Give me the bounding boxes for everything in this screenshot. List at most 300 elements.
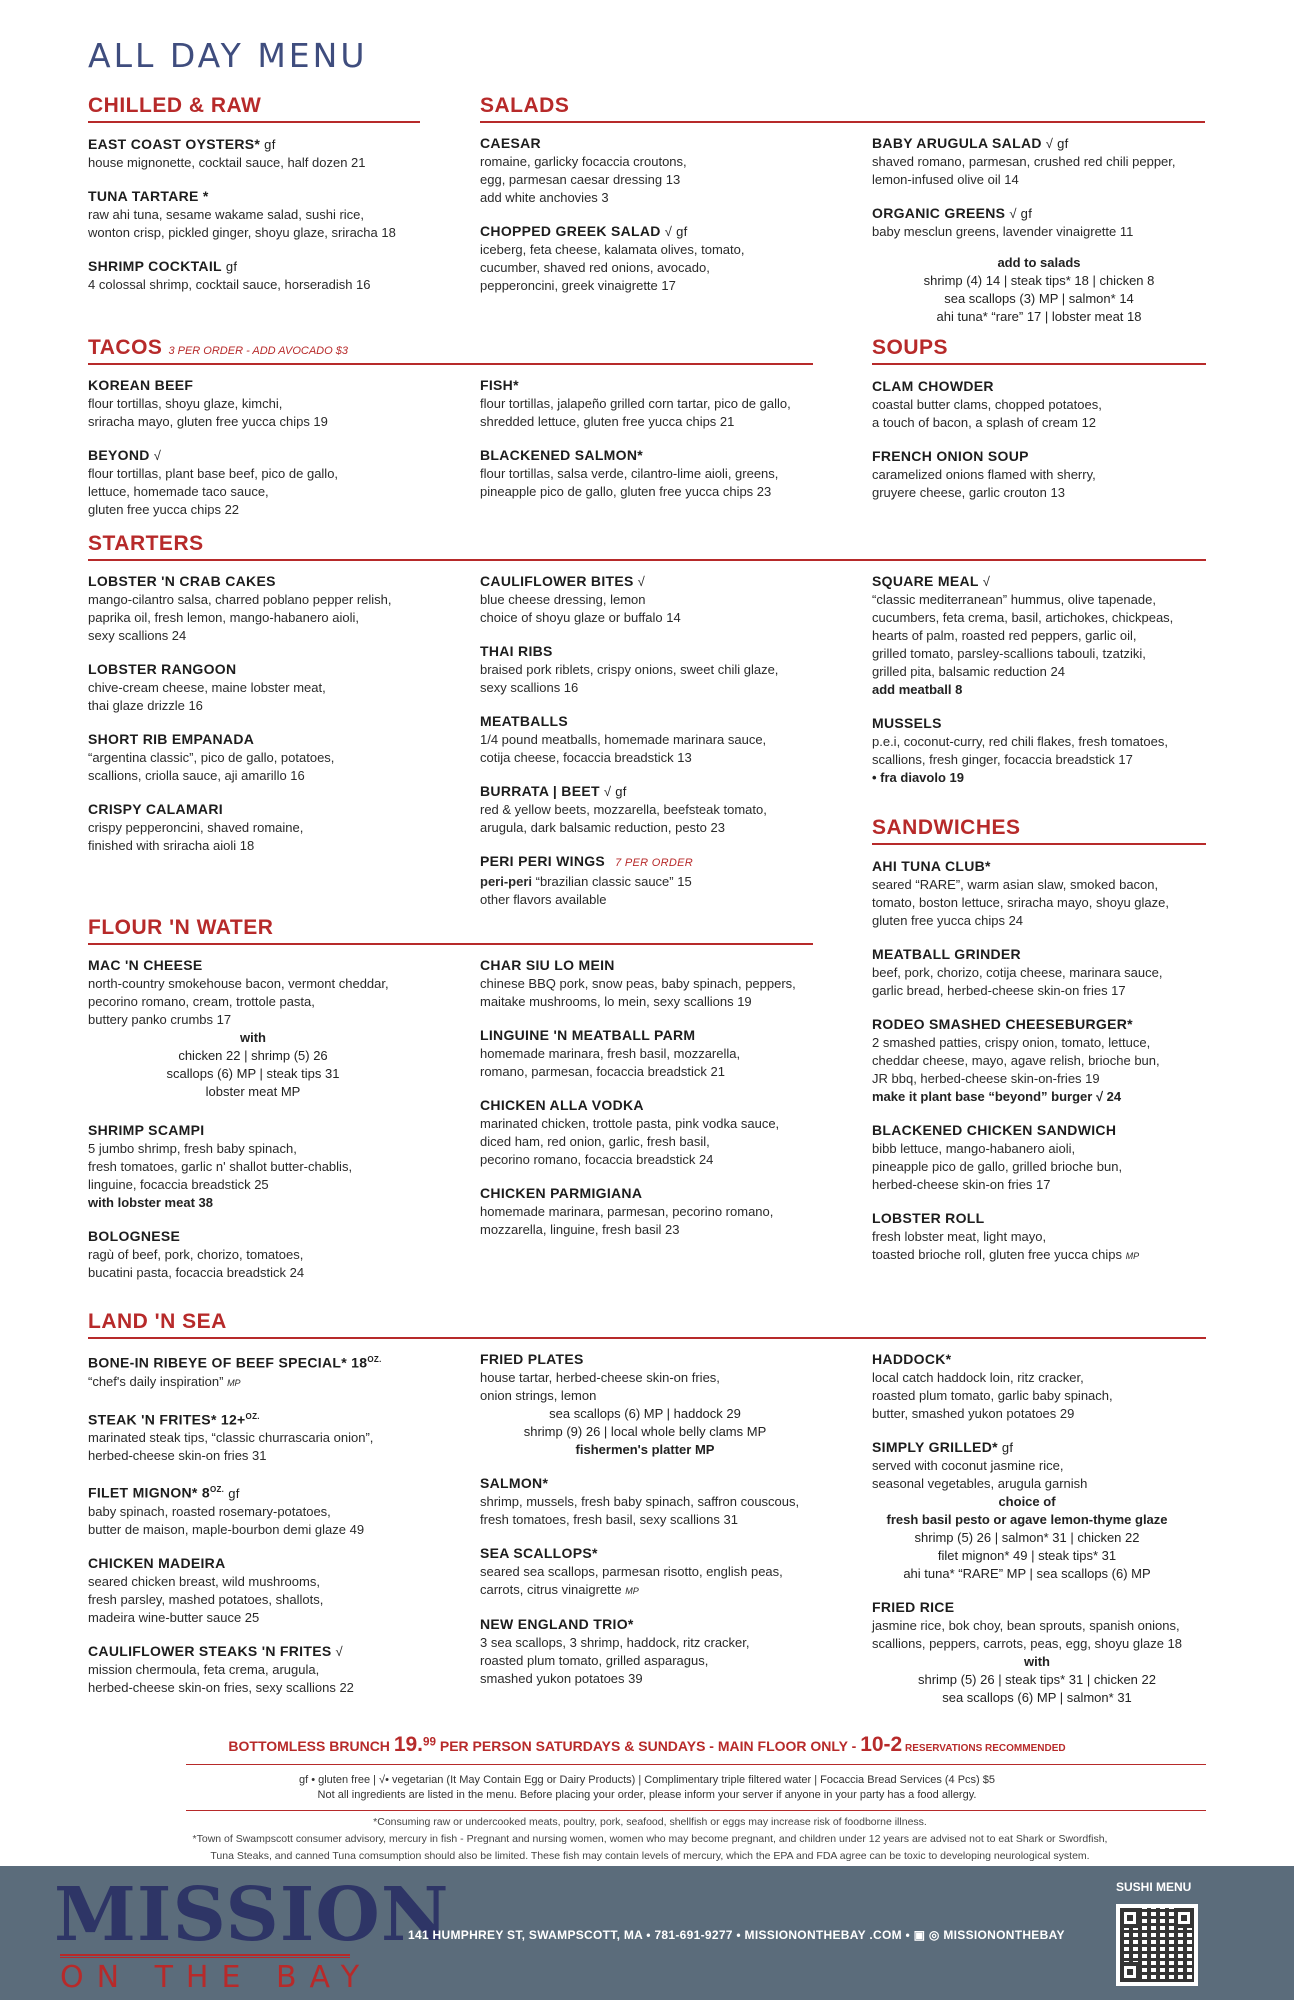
menu-item <box>480 1474 840 1529</box>
menu-item-mac-n-cheese <box>88 956 448 1101</box>
menu-item <box>872 447 1206 502</box>
mac-line: scallops (6) MP | steak tips 31 <box>166 1066 340 1081</box>
salads-left <box>480 134 820 310</box>
land-col3 <box>872 1350 1206 1722</box>
menu-item-shrimp-scampi <box>88 1121 448 1212</box>
grilled-glaze: fresh basil pesto or agave lemon-thyme glaze <box>886 1512 1168 1527</box>
item-desc <box>88 819 448 855</box>
item-name <box>872 1438 1206 1457</box>
scampi-add: with lobster meat 38 <box>88 1195 213 1210</box>
item-name <box>88 660 448 679</box>
menu-item <box>88 1642 458 1697</box>
item-desc: house tartar, herbed-cheese skin-on fries, onion strings, lemon <box>480 1370 720 1403</box>
item-desc-text: caramelized onions flamed with sherry, gruyere cheese, garlic crouton 13 <box>872 467 1096 500</box>
item-desc <box>480 241 820 295</box>
menu-item <box>88 257 420 294</box>
menu-item-fried-plates <box>480 1350 840 1459</box>
grilled-line: shrimp (5) 26 | salmon* 31 | chicken 22 <box>914 1530 1140 1545</box>
item-desc-text: coastal butter clams, chopped potatoes, a touch of bacon, a splash of cream 12 <box>872 397 1102 430</box>
tacos-heading <box>88 336 813 365</box>
item-desc-text: marinated chicken, trottole pasta, pink vodka sauce, diced ham, red onion, garlic, fresh basil, pecorino romano, focaccia breadstick 24 <box>480 1116 780 1167</box>
mp-badge: MP <box>1125 1251 1140 1261</box>
menu-item-lobster-roll <box>872 1209 1206 1265</box>
item-desc <box>872 1228 1206 1265</box>
item-desc-text: braised pork riblets, crispy onions, sweet chili glaze, sexy scallions 16 <box>480 662 779 695</box>
divider <box>186 1810 1206 1811</box>
item-name <box>88 376 448 395</box>
item-name: FRIED RICE <box>872 1599 955 1615</box>
item-name-text: AHI TUNA CLUB* <box>872 858 991 874</box>
item-tag: gf <box>225 259 238 274</box>
land-section <box>88 1310 1206 1351</box>
mac-with: with <box>240 1030 266 1045</box>
item-desc <box>480 873 840 891</box>
item-desc <box>872 964 1206 1000</box>
item-desc-text: 4 colossal shrimp, cocktail sauce, horseradish 16 <box>88 277 371 292</box>
item-name <box>88 572 448 591</box>
item-desc-text: beef, pork, chorizo, cotija cheese, marinara sauce, garlic bread, herbed-cheese skin-on fries 17 <box>872 965 1163 998</box>
item-name-text: FISH* <box>480 377 519 393</box>
starters-heading: STARTERS <box>88 532 1206 561</box>
sandwiches-heading: SANDWICHES <box>872 816 1206 845</box>
item-desc <box>88 395 448 431</box>
item-name-text: SEA SCALLOPS* <box>480 1545 598 1561</box>
item-name-text: MEATBALL GRINDER <box>872 946 1021 962</box>
tacos-title: TACOS <box>88 336 163 359</box>
item-name <box>480 956 840 975</box>
item-name: MUSSELS <box>872 715 942 731</box>
item-desc <box>480 395 840 431</box>
item-desc <box>872 396 1206 432</box>
item-desc <box>480 731 840 767</box>
item-desc <box>872 223 1206 241</box>
menu-item <box>480 222 820 295</box>
add-to-salads <box>872 254 1206 326</box>
item-desc <box>872 466 1206 502</box>
item-desc: 5 jumbo shrimp, fresh baby spinach, fresh tomatoes, garlic n' shallot butter-chablis, linguine, focaccia breadstick 25 <box>88 1141 353 1192</box>
item-name <box>480 1615 840 1634</box>
brunch-pre: BOTTOMLESS BRUNCH <box>228 1738 394 1754</box>
add-to-salads-line: sea scallops (3) MP | salmon* 14 <box>944 291 1134 306</box>
item-name: FRIED PLATES <box>480 1351 584 1367</box>
item-desc <box>88 206 420 242</box>
grilled-choice: choice of <box>998 1494 1056 1509</box>
menu-item <box>480 1026 840 1081</box>
menu-item <box>88 1350 458 1392</box>
menu-item <box>480 956 840 1011</box>
item-name <box>872 1121 1206 1140</box>
item-name <box>872 857 1206 876</box>
menu-item <box>88 1407 458 1466</box>
item-desc-text: house mignonette, cocktail sauce, half dozen 21 <box>88 155 366 170</box>
brunch-time: 10-2 <box>860 1733 903 1756</box>
mac-line: lobster meat MP <box>205 1084 301 1099</box>
lobster-desc: fresh lobster meat, light mayo, toasted brioche roll, gluten free yucca chips <box>872 1229 1123 1262</box>
item-name <box>88 730 448 749</box>
item-name-text: LINGUINE 'N MEATBALL PARM <box>480 1027 696 1043</box>
item-name <box>872 377 1206 396</box>
menu-item <box>872 945 1206 1000</box>
menu-item <box>872 204 1206 241</box>
item-desc-text: bibb lettuce, mango-habanero aioli, pineapple pico de gallo, grilled brioche bun, herbed-cheese skin-on fries 17 <box>872 1141 1123 1192</box>
item-desc-text: red & yellow beets, mozzarella, beefsteak tomato, arugula, dark balsamic reduction, pesto 23 <box>480 802 767 835</box>
item-name-text: NEW ENGLAND TRIO* <box>480 1616 634 1632</box>
advisory-note: *Town of Swampscott consumer advisory, mercury in fish - Pregnant and nursing women, women who may become pregnant, and children under 12 years are advised not to eat Shark or Swordfish, <box>192 1833 1108 1845</box>
item-desc <box>480 591 840 627</box>
starters-col3 <box>872 572 1206 802</box>
item-name <box>872 447 1206 466</box>
grilled-tag: gf <box>1001 1440 1014 1455</box>
item-name-text: MEATBALLS <box>480 713 568 729</box>
item-sup: OZ. <box>367 1355 382 1364</box>
item-desc-text: flour tortillas, plant base beef, pico de gallo, lettuce, homemade taco sauce, gluten free yucca chips 22 <box>88 466 339 517</box>
item-desc <box>480 801 840 837</box>
chilled-section <box>88 94 420 309</box>
item-desc-text: iceberg, feta cheese, kalamata olives, tomato, cucumber, shaved red onions, avocado, pepperoncini, greek vinaigrette 17 <box>480 242 745 293</box>
land-col2 <box>480 1350 840 1703</box>
item-desc-text: homemade marinara, fresh basil, mozzarella, romano, parmesan, focaccia breadstick 21 <box>480 1046 741 1079</box>
square-meal-add: add meatball 8 <box>872 682 963 697</box>
item-name <box>480 852 840 873</box>
menu-item-rodeo-burger <box>872 1015 1206 1106</box>
brunch-price: 19. <box>393 1733 424 1756</box>
brunch-cents: 99 <box>423 1735 436 1749</box>
item-name-text: CHICKEN ALLA VODKA <box>480 1097 644 1113</box>
flour-col1 <box>88 956 448 1297</box>
item-tag: √ <box>335 1643 343 1659</box>
item-name-text: TUNA TARTARE * <box>88 188 209 204</box>
item-name <box>872 134 1206 153</box>
item-desc <box>88 1373 458 1392</box>
item-name <box>88 446 448 465</box>
item-desc <box>88 679 448 715</box>
flour-col2 <box>480 956 840 1254</box>
menu-item <box>88 572 448 645</box>
item-desc: ragù of beef, pork, chorizo, tomatoes, bucatini pasta, focaccia breadstick 24 <box>88 1247 305 1280</box>
item-name: LOBSTER ROLL <box>872 1210 985 1226</box>
item-desc <box>88 1661 458 1697</box>
item-desc-text: chinese BBQ pork, snow peas, baby spinach, peppers, maitake mushrooms, lo mein, sexy scallions 19 <box>480 976 796 1009</box>
logo-wave <box>60 1954 350 1958</box>
item-tag: √ <box>153 448 162 463</box>
menu-item-peri-peri-wings <box>480 852 840 909</box>
item-name-text: SHRIMP COCKTAIL <box>88 258 222 274</box>
peri-bold: peri-peri <box>480 874 533 889</box>
rice-line: shrimp (5) 26 | steak tips* 31 | chicken 22 <box>918 1672 1156 1687</box>
add-to-salads-line: shrimp (4) 14 | steak tips* 18 | chicken 8 <box>923 273 1155 288</box>
flour-heading: FLOUR 'N WATER <box>88 916 813 945</box>
item-desc <box>872 153 1206 189</box>
rice-with: with <box>1024 1654 1050 1669</box>
item-name <box>872 572 1206 591</box>
item-desc <box>872 876 1206 930</box>
item-desc-text: flour tortillas, shoyu glaze, kimchi, sriracha mayo, gluten free yucca chips 19 <box>88 396 328 429</box>
soups-section <box>872 336 1206 517</box>
footer <box>0 1866 1294 2000</box>
item-name-text: CHICKEN MADEIRA <box>88 1554 226 1571</box>
item-desc <box>88 276 420 294</box>
logo-mission: MISSION <box>54 1872 450 1958</box>
menu-item <box>88 376 448 431</box>
tacos-section <box>88 336 813 377</box>
item-tag: √ gf <box>1009 206 1033 221</box>
item-name-text: CAULIFLOWER BITES <box>480 573 634 589</box>
item-name-text: CHOPPED GREEK SALAD <box>480 223 661 239</box>
item-desc <box>480 1203 840 1239</box>
divider <box>186 1764 1206 1765</box>
item-desc <box>480 1115 840 1169</box>
item-desc <box>88 1503 458 1539</box>
rice-options <box>872 1653 1202 1707</box>
menu-item <box>480 1184 840 1239</box>
tacos-left <box>88 376 448 534</box>
mac-line: chicken 22 | shrimp (5) 26 <box>178 1048 328 1063</box>
item-name: RODEO SMASHED CHEESEBURGER* <box>872 1016 1133 1032</box>
tacos-subtitle: 3 PER ORDER - ADD AVOCADO $3 <box>168 345 348 357</box>
item-desc <box>872 591 1206 681</box>
item-name-text: FILET MIGNON* 8 <box>88 1484 210 1501</box>
item-desc-text: blue cheese dressing, lemon choice of shoyu glaze or buffalo 14 <box>480 592 681 625</box>
item-name-text: BONE-IN RIBEYE OF BEEF SPECIAL* 18 <box>88 1354 368 1371</box>
fried-line: sea scallops (6) MP | haddock 29 <box>549 1406 741 1421</box>
item-name <box>480 572 840 591</box>
item-name: HADDOCK* <box>872 1351 952 1367</box>
item-tag: √ gf <box>664 224 688 239</box>
menu-item <box>480 642 840 697</box>
item-name-text: SQUARE MEAL <box>872 573 979 589</box>
fried-line: fishermen's platter MP <box>575 1442 715 1457</box>
item-desc-text: raw ahi tuna, sesame wakame salad, sushi rice, wonton crisp, pickled ginger, shoyu glaze, sriracha 18 <box>88 207 396 240</box>
item-name-text: FRENCH ONION SOUP <box>872 448 1029 464</box>
item-name-text: SALMON* <box>480 1475 549 1491</box>
item-tag: √ gf <box>1045 136 1069 151</box>
grilled-line: filet mignon* 49 | steak tips* 31 <box>937 1548 1117 1563</box>
grilled-options <box>872 1493 1182 1583</box>
item-tag: gf <box>264 137 276 152</box>
brunch-res: RESERVATIONS RECOMMENDED <box>902 1743 1066 1754</box>
item-desc: local catch haddock loin, ritz cracker, roasted plum tomato, garlic baby spinach, butter, smashed yukon potatoes 29 <box>872 1370 1113 1421</box>
item-name <box>480 222 820 241</box>
item-desc-text: flour tortillas, jalapeño grilled corn tartar, pico de gallo, shredded lettuce, gluten free yucca chips 21 <box>480 396 791 429</box>
salads-section <box>480 94 1205 135</box>
menu-item <box>480 572 840 627</box>
item-name <box>480 134 820 153</box>
item-name-text: BABY ARUGULA SALAD <box>872 135 1042 151</box>
item-desc-text: “chef's daily inspiration” <box>88 1373 224 1389</box>
item-tag: √ <box>982 574 991 589</box>
menu-item <box>872 572 1206 681</box>
item-name-text: LOBSTER 'N CRAB CAKES <box>88 573 276 589</box>
item-desc-text: homemade marinara, parmesan, pecorino romano, mozzarella, linguine, fresh basil 23 <box>480 1204 774 1237</box>
logo-on-the-bay: ON THE BAY <box>60 1960 373 1995</box>
menu-item <box>480 782 840 837</box>
item-name <box>88 1642 458 1661</box>
menu-item-haddock <box>872 1350 1206 1423</box>
item-desc-text: mango-cilantro salsa, charred poblano pepper relish, paprika oil, fresh lemon, mango-habanero aioli, sexy scallions 24 <box>88 592 392 643</box>
starters-section <box>88 532 1206 573</box>
item-name-text: THAI RIBS <box>480 643 553 659</box>
item-name <box>480 1096 840 1115</box>
advisory-note: *Consuming raw or undercooked meats, poultry, pork, seafood, shellfish or eggs may increase risk of foodborne illness. <box>373 1816 927 1828</box>
legend-line: gf • gluten free | √• vegetarian (It May Contain Egg or Dairy Products) | Complimentary triple filtered water | Focaccia Bread Services (4 Pcs) $5 <box>298 1774 996 1786</box>
item-name <box>88 1480 458 1503</box>
qr-corner <box>1120 1908 1140 1928</box>
item-desc-text: shaved romano, parmesan, crushed red chili pepper, lemon-infused olive oil 14 <box>872 154 1176 187</box>
item-desc <box>480 1634 840 1688</box>
menu-item <box>88 187 420 242</box>
item-name: MAC 'N CHEESE <box>88 957 203 973</box>
item-desc-text: “classic mediterranean” hummus, olive tapenade, cucumbers, feta crema, basil, artichokes, chickpeas, hearts of palm, roasted red peppers, garlic oil, grilled tomato, parsley-scallions tabouli, tzatziki, grilled pita, balsamic reduction 24 <box>872 592 1174 679</box>
item-desc-text: romaine, garlicky focaccia croutons, egg, parmesan caesar dressing 13 add white anchovies 3 <box>480 154 687 205</box>
menu-item-mussels <box>872 714 1206 787</box>
peri-desc: “brazilian classic sauce” 15 <box>532 874 692 889</box>
item-name <box>88 1407 458 1430</box>
item-desc: jasmine rice, bok choy, bean sprouts, spanish onions, scallions, peppers, carrots, peas, egg, shoyu glaze 18 <box>872 1618 1183 1651</box>
add-to-salads-title: add to salads <box>997 255 1081 270</box>
chilled-heading: CHILLED & RAW <box>88 94 420 123</box>
menu-item <box>480 376 840 431</box>
item-desc-text: 3 sea scallops, 3 shrimp, haddock, ritz cracker, roasted plum tomato, grilled asparagus, smashed yukon potatoes 39 <box>480 1635 750 1686</box>
tacos-right <box>480 376 840 516</box>
grilled-name: SIMPLY GRILLED* <box>872 1439 998 1455</box>
item-name <box>480 782 840 801</box>
menu-item <box>88 800 448 855</box>
menu-item <box>88 446 448 519</box>
menu-item <box>88 135 420 172</box>
item-desc-text: shrimp, mussels, fresh baby spinach, saffron couscous, fresh tomatoes, fresh basil, sexy scallions 31 <box>480 1494 800 1527</box>
grilled-line: ahi tuna* “RARE” MP | sea scallops (6) MP <box>903 1566 1151 1581</box>
item-desc: north-country smokehouse bacon, vermont cheddar, pecorino romano, cream, trottole pasta, buttery panko crumbs 17 <box>88 976 389 1027</box>
item-name <box>480 1474 840 1493</box>
item-desc <box>480 975 840 1011</box>
item-desc <box>88 154 420 172</box>
item-name-text: BLACKENED SALMON* <box>480 447 643 463</box>
peri-note: 7 PER ORDER <box>615 857 693 869</box>
advisory-note: Tuna Steaks, and canned Tuna comsumption should also be limited. These fish may contain levels of mercury, which the EPA and FDA agree can be toxic to developing neurological system. <box>210 1850 1090 1862</box>
item-name: BOLOGNESE <box>88 1228 181 1244</box>
fried-options <box>480 1405 810 1459</box>
menu-item <box>480 1615 840 1688</box>
item-name-text: SHORT RIB EMPANADA <box>88 731 255 747</box>
menu-item-fried-rice <box>872 1598 1206 1707</box>
item-name-text: CHICKEN PARMIGIANA <box>480 1185 643 1201</box>
item-desc-text: flour tortillas, salsa verde, cilantro-lime aioli, greens, pineapple pico de gallo, gluten free yucca chips 23 <box>480 466 779 499</box>
menu-item <box>88 730 448 785</box>
item-desc-text: seared chicken breast, wild mushrooms, fresh parsley, mashed potatoes, shallots, madeira wine-butter sauce 25 <box>88 1573 324 1625</box>
item-name <box>480 1544 840 1563</box>
item-desc <box>480 1563 840 1600</box>
menu-item <box>480 712 840 767</box>
item-name-text: LOBSTER RANGOON <box>88 661 237 677</box>
menu-item <box>480 446 840 501</box>
item-name-text: CHAR SIU LO MEIN <box>480 957 615 973</box>
item-name <box>480 1184 840 1203</box>
starters-col2 <box>480 572 840 924</box>
item-name <box>872 204 1206 223</box>
item-tag: √ gf <box>603 784 627 799</box>
item-desc <box>480 1045 840 1081</box>
item-name-text: CLAM CHOWDER <box>872 378 994 394</box>
menu-item <box>480 134 820 207</box>
item-desc <box>480 153 820 207</box>
item-desc <box>88 591 448 645</box>
item-desc-text: crispy pepperoncini, shaved romaine, finished with sriracha aioli 18 <box>88 820 304 853</box>
peri-desc2: other flavors available <box>480 892 607 907</box>
item-name-text: BEYOND <box>88 447 150 463</box>
menu-item <box>88 1554 458 1627</box>
menu-item <box>872 134 1206 189</box>
menu-item-bolognese <box>88 1227 448 1282</box>
item-sup: OZ. <box>209 1485 225 1495</box>
mp-badge: MP <box>625 1586 639 1596</box>
item-desc: 2 smashed patties, crispy onion, tomato, lettuce, cheddar cheese, mayo, agave relish, brioche bun, JR bbq, herbed-cheese skin-on-fries 19 <box>872 1035 1160 1086</box>
item-tag: gf <box>228 1485 240 1501</box>
item-name-text: STEAK 'N FRITES* 12+ <box>88 1411 246 1428</box>
item-name-text: EAST COAST OYSTERS* <box>88 136 261 152</box>
item-name <box>88 1350 458 1373</box>
item-desc <box>88 749 448 785</box>
item-name <box>88 135 420 154</box>
item-sup: OZ. <box>245 1411 260 1421</box>
item-desc <box>480 465 840 501</box>
item-desc-text: seared sea scallops, parmesan risotto, english peas, carrots, citrus vinaigrette <box>480 1564 783 1597</box>
rodeo-add: make it plant base “beyond” burger √ 24 <box>872 1089 1122 1104</box>
qr-pattern <box>1120 1908 1194 1982</box>
footer-contact[interactable]: 141 HUMPHREY ST, SWAMPSCOTT, MA • 781-691-9277 • MISSIONONTHEBAY .COM • ▣ ◎ MISSIONONTHEBAY <box>408 1928 1065 1942</box>
item-name <box>480 376 840 395</box>
item-name <box>88 187 420 206</box>
mp-badge: MP <box>227 1377 241 1388</box>
item-desc-text: mission chermoula, feta crema, arugula, herbed-cheese skin-on fries, sexy scallions 22 <box>88 1661 354 1695</box>
menu-item <box>872 1121 1206 1194</box>
item-name-text: CRISPY CALAMARI <box>88 801 223 817</box>
item-tag: √ <box>637 574 646 589</box>
item-desc <box>88 1573 458 1627</box>
item-desc <box>872 1140 1206 1194</box>
item-desc-text: “argentina classic”, pico de gallo, potatoes, scallions, criolla sauce, aji amarillo 16 <box>88 750 335 783</box>
item-name <box>480 1026 840 1045</box>
menu-item-simply-grilled <box>872 1438 1206 1583</box>
brunch-post: PER PERSON SATURDAYS & SUNDAYS - MAIN FLOOR ONLY - <box>435 1738 861 1754</box>
item-desc-text: seared “RARE”, warm asian slaw, smoked bacon, tomato, boston lettuce, sriracha mayo, shoyu glaze, gluten free yucca chips 24 <box>872 877 1169 928</box>
item-desc-text: chive-cream cheese, maine lobster meat, thai glaze drizzle 16 <box>88 680 326 713</box>
item-desc <box>88 1429 458 1465</box>
mussels-add: • fra diavolo 19 <box>872 770 964 785</box>
item-desc <box>480 661 840 697</box>
item-name: SHRIMP SCAMPI <box>88 1122 205 1138</box>
land-heading: LAND 'N SEA <box>88 1310 1206 1339</box>
flour-section <box>88 916 813 957</box>
starters-col1 <box>88 572 448 870</box>
menu-item <box>872 377 1206 432</box>
item-name <box>480 642 840 661</box>
brunch-banner <box>0 1733 1294 1757</box>
sushi-menu-qr-code[interactable] <box>1116 1904 1198 1986</box>
item-desc <box>480 1493 840 1529</box>
item-desc-text: baby spinach, roasted rosemary-potatoes, butter de maison, maple-bourbon demi glaze 49 <box>88 1503 365 1537</box>
item-desc-text: 1/4 pound meatballs, homemade marinara sauce, cotija cheese, focaccia breadstick 13 <box>480 732 767 765</box>
item-name-text: BURRATA | BEET <box>480 783 600 799</box>
rice-line: sea scallops (6) MP | salmon* 31 <box>942 1690 1132 1705</box>
sandwiches-section <box>872 816 1206 1280</box>
land-col1 <box>88 1350 458 1712</box>
mac-options <box>88 1029 418 1101</box>
sushi-menu-label: SUSHI MENU <box>1116 1880 1192 1894</box>
item-name-text: KOREAN BEEF <box>88 377 194 393</box>
menu-item <box>480 1096 840 1169</box>
item-desc: served with coconut jasmine rice, seasonal vegetables, arugula garnish <box>872 1458 1088 1491</box>
item-name-text: ORGANIC GREENS <box>872 205 1006 221</box>
